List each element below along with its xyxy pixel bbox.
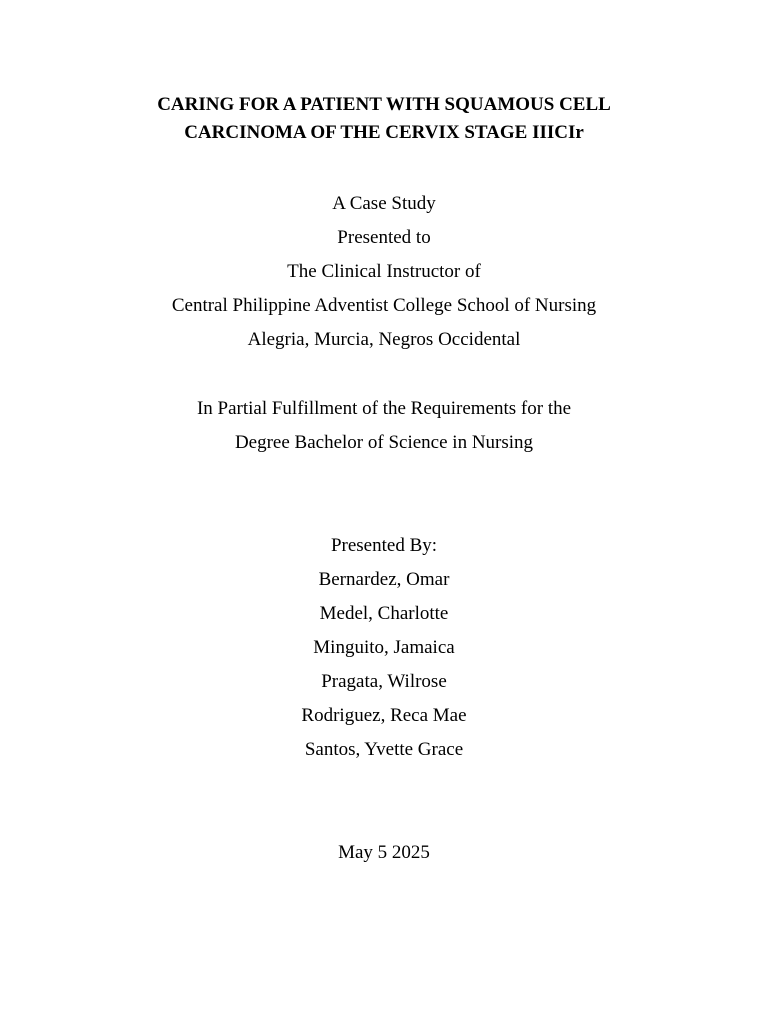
institution-name: Central Philippine Adventist College School of Nursing <box>171 295 597 316</box>
presented-to-label: Presented to <box>337 227 431 248</box>
submission-date: May 5 2025 <box>338 842 430 863</box>
presented-by-heading: Presented By: <box>330 535 438 556</box>
document-title-line-1: CARING FOR A PATIENT WITH SQUAMOUS CELL <box>157 94 611 115</box>
presenter-name: Medel, Charlotte <box>319 603 449 624</box>
case-study-label: A Case Study <box>332 193 436 214</box>
document-title-line-2: CARCINOMA OF THE CERVIX STAGE IIICIr <box>184 122 584 143</box>
presenter-name: Bernardez, Omar <box>318 569 450 590</box>
degree-name: Degree Bachelor of Science in Nursing <box>234 432 534 453</box>
clinical-instructor-label: The Clinical Instructor of <box>287 261 481 282</box>
presenter-name: Rodriguez, Reca Mae <box>301 705 467 726</box>
presenter-name: Pragata, Wilrose <box>321 671 447 692</box>
institution-address: Alegria, Murcia, Negros Occidental <box>247 329 521 350</box>
fulfillment-statement: In Partial Fulfillment of the Requirements for the <box>196 398 572 419</box>
presenter-name: Santos, Yvette Grace <box>304 739 464 760</box>
presenter-name: Minguito, Jamaica <box>313 637 455 658</box>
